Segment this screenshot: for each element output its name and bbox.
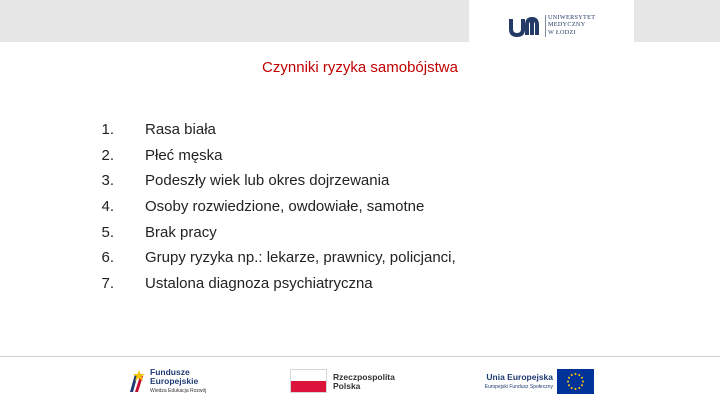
- logo-divider: [545, 15, 546, 37]
- footer-divider: [0, 356, 720, 357]
- list-item: [70, 143, 540, 169]
- list-item: [70, 245, 540, 271]
- university-name-line: W ŁODZI: [548, 28, 576, 36]
- fe-program: Wiedza Edukacja Rozwój: [150, 388, 207, 394]
- list-item: [70, 168, 540, 194]
- list-item-text: Podeszły wiek lub okres dojrzewania: [145, 172, 390, 190]
- list-item: [70, 271, 540, 297]
- polish-flag-icon: [290, 369, 327, 393]
- pl-name-line: Polska: [333, 381, 361, 391]
- fe-name-line: Fundusze: [150, 367, 190, 377]
- risk-factor-list: [70, 117, 540, 296]
- list-item: [70, 117, 540, 143]
- list-item-text: Ustalona diagnoza psychiatryczna: [145, 274, 373, 292]
- list-item-number: 1.: [101, 121, 114, 139]
- list-item-number: 2.: [101, 146, 114, 164]
- list-item-number: 5.: [101, 223, 114, 241]
- list-item-text: Grupy ryzyka np.: lekarze, prawnicy, policjanci,: [145, 249, 456, 267]
- list-item: [70, 194, 540, 220]
- university-name-line: UNIWERSYTET: [548, 14, 596, 21]
- university-name-line: MEDYCZNY: [548, 21, 586, 29]
- list-item-number: 7.: [101, 274, 114, 292]
- list-item-number: 4.: [101, 198, 114, 216]
- eu-fund: Europejski Fundusz Społeczny: [484, 384, 553, 390]
- eu-flag-icon: [557, 369, 594, 394]
- list-item-number: 6.: [101, 249, 114, 267]
- list-item-number: 3.: [101, 172, 114, 190]
- pl-name-line: Rzeczpospolita: [333, 372, 395, 382]
- university-name: [548, 14, 595, 36]
- list-item-text: Osoby rozwiedzione, owdowiałe, samotne: [145, 198, 425, 216]
- list-item-text: Rasa biała: [145, 121, 216, 139]
- list-item: [70, 219, 540, 245]
- fe-name-line: Europejskie: [150, 376, 199, 386]
- eu-name: Unia Europejska: [486, 372, 553, 382]
- slide-title: Czynniki ryzyka samobójstwa: [262, 59, 458, 76]
- um-logo-icon: [509, 15, 543, 37]
- list-item-text: Brak pracy: [145, 223, 217, 241]
- list-item-text: Płeć męska: [145, 146, 223, 164]
- fe-star-logo-icon: [126, 366, 148, 396]
